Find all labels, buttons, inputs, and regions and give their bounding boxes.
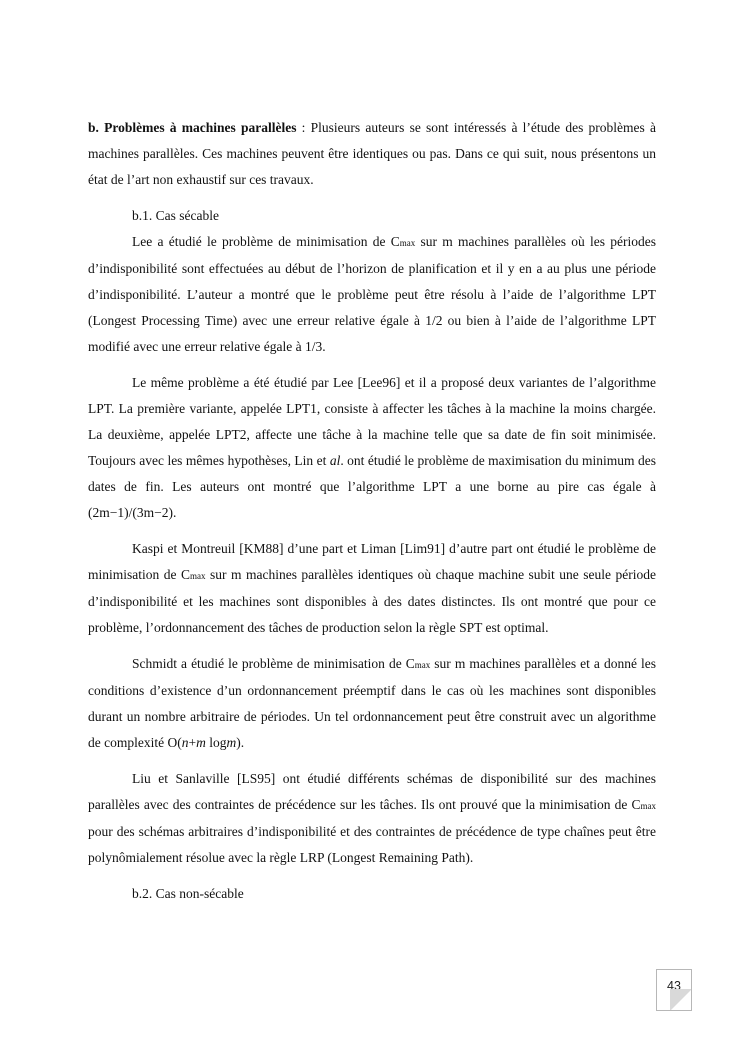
section-b-paragraph: b. Problèmes à machines parallèles : Plusieurs auteurs se sont intéressés à l’étude des problèmes à machines parallèles. Ces machines peuvent être identiques ou pas. Dans ce qui suit, nous présentons un état de l’art non exhaustif sur ces travaux. [88, 120, 656, 187]
section-b-heading: b. Problèmes à machines parallèles [88, 120, 297, 135]
paragraph-lee96: Le même problème a été étudié par Lee [Lee96] et il a proposé deux variantes de l’algorithme LPT. La première variante, appelée LPT1, consiste à affecter les tâches à la machine la moins chargée. La deuxième, appelée LPT2, affecte une tâche à la machine telle que sa date de fin soit minimisée. Toujours avec les mêmes hypothèses, Lin et al. ont étudié le problème de maximisation du minimum des dates de fin. Les auteurs ont montré que l’algorithme LPT a une borne au pire cas égale à (2m−1)/(3m−2). [88, 375, 656, 520]
paragraph-kaspi: Kaspi et Montreuil [KM88] d’une part et Liman [Lim91] d’autre part ont étudié le problème de minimisation de Cmax sur m machines parallèles identiques où chaque machine subit une seule période d’indisponibilité et les machines sont disponibles à des dates distinctes. Ils ont montré que pour ce problème, l’ordonnancement des tâches de production selon la règle SPT est optimal. [88, 541, 656, 635]
subsection-b1-title: b.1. Cas sécable [132, 208, 219, 223]
page-curl-icon [670, 989, 692, 1011]
paragraph-schmidt: Schmidt a étudié le problème de minimisation de Cmax sur m machines parallèles et a donné les conditions d’existence d’un ordonnancement préemptif dans le cas où les machines sont disponibles durant un nombre arbitraire de périodes. Un tel ordonnancement peut être construit avec un algorithme de complexité O(n+m logm). [88, 656, 656, 750]
page-number: 43 [667, 979, 681, 993]
paragraph-liu: Liu et Sanlaville [LS95] ont étudié différents schémas de disponibilité sur des machines parallèles avec des contraintes de précédence sur les tâches. Ils ont prouvé que la minimisation de Cmax pour des schémas arbitraires d’indisponibilité et des contraintes de précédence de type chaînes peut être polynômialement résolue avec la règle LRP (Longest Remaining Path). [88, 771, 656, 865]
paragraph-lee: Lee a étudié le problème de minimisation de Cmax sur m machines parallèles où les périodes d’indisponibilité sont effectuées au début de l’horizon de planification et il y en a au plus une période d’indisponibilité. L’auteur a montré que le problème peut être résolu à l’aide de l’algorithme LPT (Longest Processing Time) avec une erreur relative égale à 1/2 ou bien à l’aide de l’algorithme LPT modifié avec une erreur relative égale à 1/3. [88, 234, 656, 354]
subsection-b2-title: b.2. Cas non-sécable [132, 886, 244, 901]
section-b-intro: Plusieurs auteurs se sont intéressés à l’étude des problèmes à machines parallèles. Ces machines peuvent être identiques ou pas. Dans ce qui suit, nous présentons un état de l’art non exhaustif sur ces travaux. [88, 120, 656, 187]
page-number-box [656, 969, 692, 1011]
document-body [88, 115, 656, 907]
